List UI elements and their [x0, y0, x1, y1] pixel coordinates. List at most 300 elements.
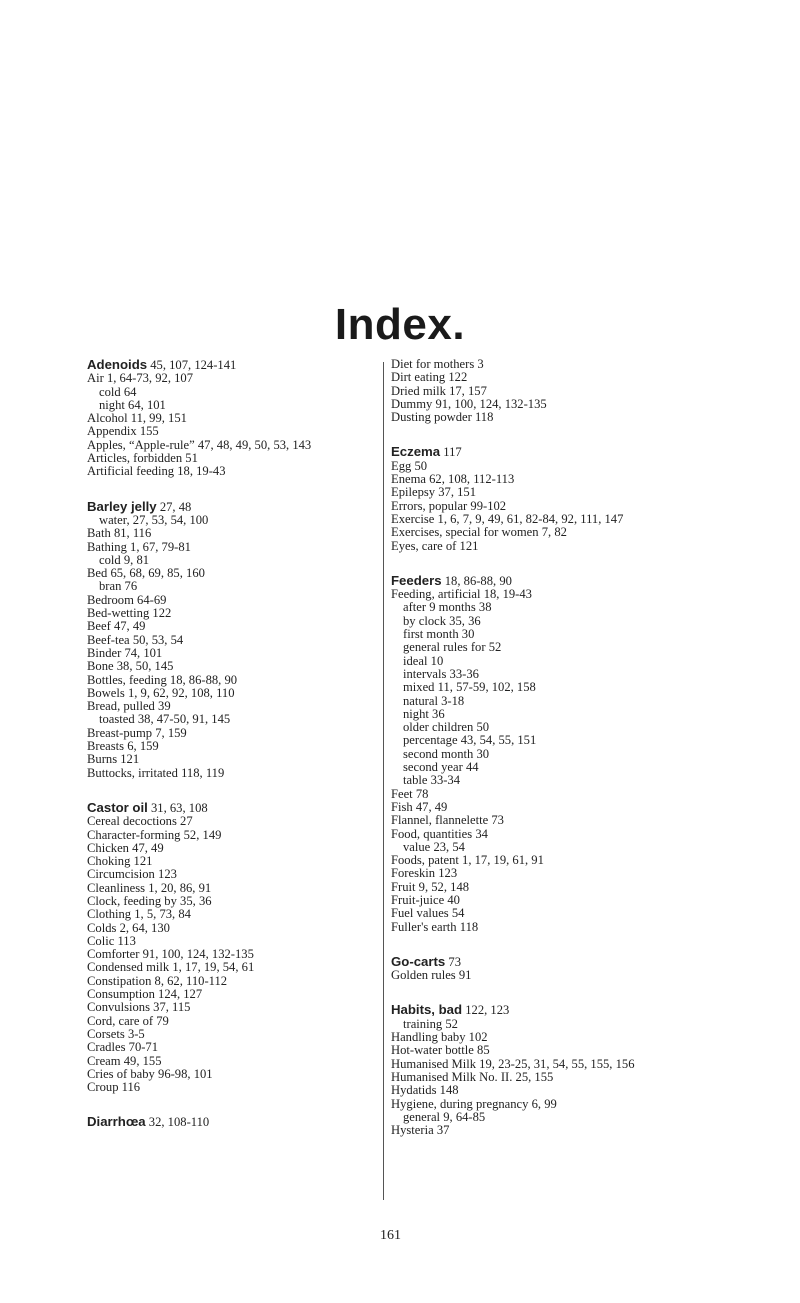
index-entry	[87, 1001, 377, 1014]
index-section	[391, 955, 791, 983]
entry-term: Go-carts	[391, 953, 446, 969]
entry-pages: 1, 67, 79-81	[130, 539, 191, 554]
entry-pages: 47, 49	[132, 840, 164, 855]
entry-term: Enema	[391, 472, 426, 487]
entry-term: Fuller's earth	[391, 919, 457, 934]
entry-term: Humanised Milk	[391, 1056, 477, 1071]
entry-pages: 52	[488, 640, 502, 655]
index-entry	[87, 594, 377, 607]
entry-term: Hysteria	[391, 1123, 434, 1138]
entry-pages: 40	[447, 892, 460, 907]
index-subentry	[391, 628, 791, 641]
entry-pages: 122	[448, 370, 468, 385]
entry-term: Exercises, special for women	[391, 525, 539, 540]
entry-pages: 155	[139, 424, 159, 439]
index-entry	[391, 398, 791, 411]
index-entry	[87, 687, 377, 700]
index-entry	[391, 1031, 791, 1044]
entry-term: Dried milk	[391, 383, 446, 398]
entry-pages: 123	[158, 867, 177, 882]
index-entry	[87, 700, 377, 713]
entry-pages: 118, 119	[181, 765, 225, 780]
entry-pages: 11, 57-59, 102, 158	[437, 680, 536, 695]
entry-term: by clock	[403, 613, 447, 628]
index-entry	[87, 855, 377, 868]
entry-term: Breast-pump	[87, 725, 153, 740]
entry-pages: 35, 36	[180, 893, 212, 908]
index-entry	[87, 895, 377, 908]
entry-pages: 45, 107, 124-141	[150, 358, 237, 372]
index-entry	[87, 567, 377, 580]
entry-pages: 148	[439, 1083, 459, 1098]
entry-term: Errors, popular	[391, 498, 468, 513]
entry-term: Bottles, feeding	[87, 672, 167, 687]
entry-pages: 3	[477, 357, 484, 371]
index-subentry	[391, 841, 791, 854]
entry-term: Choking	[87, 854, 131, 869]
entry-term: Eczema	[391, 444, 441, 460]
entry-pages: 113	[117, 933, 136, 948]
entry-pages: 34	[475, 826, 488, 841]
entry-pages: 47, 49	[415, 799, 448, 814]
index-section	[87, 1115, 377, 1129]
index-entry	[87, 988, 377, 1001]
entry-term: Exercise	[391, 511, 435, 526]
index-entry	[87, 948, 377, 961]
entry-term: mixed	[403, 680, 435, 695]
entry-term: Apples, “Apple-rule”	[87, 437, 195, 452]
entry-pages: 18, 19-43	[177, 464, 226, 479]
index-section	[391, 574, 791, 934]
index-entry	[87, 1115, 377, 1129]
entry-term: Diarrhœa	[87, 1114, 146, 1130]
entry-pages: 54	[451, 906, 465, 921]
entry-term: Fruit	[391, 879, 416, 894]
entry-pages: 99-102	[470, 498, 507, 513]
entry-pages: 74, 101	[124, 645, 163, 660]
entry-term: value	[403, 839, 431, 854]
entry-pages: 9, 52, 148	[418, 879, 470, 894]
page-number: 161	[380, 1228, 401, 1243]
entry-pages: 19, 23-25, 31, 54, 55, 155, 156	[479, 1056, 635, 1071]
index-entry	[391, 500, 791, 513]
index-entry	[391, 1058, 791, 1071]
entry-term: Bowels	[87, 685, 125, 700]
entry-term: Cleanliness	[87, 880, 146, 895]
entry-term: Clothing	[87, 907, 132, 922]
entry-term: Appendix	[87, 424, 137, 439]
entry-pages: 9, 64-85	[443, 1109, 486, 1124]
entry-pages: 117	[443, 445, 462, 460]
entry-pages: 49, 155	[123, 1053, 162, 1068]
entry-term: Dusting powder	[391, 410, 472, 425]
entry-pages: 64-69	[137, 592, 167, 607]
entry-term: second year	[403, 760, 463, 775]
index-entry	[87, 500, 377, 514]
entry-pages: 44	[465, 760, 479, 775]
index-entry	[391, 801, 791, 814]
entry-pages: 9, 81	[123, 552, 150, 567]
entry-pages: 6, 159	[127, 739, 159, 754]
entry-pages: 70-71	[128, 1040, 159, 1055]
entry-term: Golden rules	[391, 968, 456, 983]
entry-term: Cord, care of	[87, 1013, 154, 1028]
entry-term: natural	[403, 693, 438, 708]
entry-pages: 7, 159	[155, 725, 187, 740]
entry-pages: 39	[158, 699, 171, 714]
index-entry	[87, 527, 377, 540]
index-subentry	[391, 774, 791, 787]
entry-pages: 73	[491, 813, 504, 828]
entry-pages: 37, 115	[153, 1000, 191, 1015]
entry-term: bran	[99, 579, 122, 594]
entry-term: Humanised Milk No. II.	[391, 1069, 513, 1084]
entry-pages: 36	[432, 706, 445, 721]
index-entry	[87, 815, 377, 828]
entry-term: Bed-wetting	[87, 606, 150, 621]
entry-term: night	[403, 706, 429, 721]
index-entry	[87, 607, 377, 620]
entry-pages: 64, 101	[128, 397, 166, 412]
index-entry	[87, 740, 377, 753]
entry-term: Cream	[87, 1053, 121, 1068]
index-entry	[391, 526, 791, 539]
index-entry	[87, 727, 377, 740]
entry-pages: 85	[477, 1043, 490, 1058]
index-entry	[391, 385, 791, 398]
entry-term: Feeders	[391, 572, 442, 588]
entry-term: Constipation	[87, 973, 152, 988]
entry-pages: 121	[133, 854, 153, 869]
index-entry	[87, 1068, 377, 1081]
entry-pages: 18, 86-88, 90	[444, 573, 512, 588]
entry-pages: 17, 157	[449, 383, 487, 398]
entry-pages: 118	[474, 410, 494, 425]
index-subentry	[87, 386, 377, 399]
entry-pages: 1, 20, 86, 91	[148, 880, 212, 895]
entry-term: Bathing	[87, 539, 127, 554]
entry-term: toasted	[99, 712, 135, 727]
entry-term: Hot-water bottle	[391, 1043, 474, 1058]
entry-pages: 27, 48	[159, 499, 192, 514]
index-entry	[391, 881, 791, 894]
entry-term: cold	[99, 552, 121, 567]
index-entry	[87, 372, 377, 385]
index-entry	[391, 788, 791, 801]
entry-term: Beef	[87, 619, 111, 634]
index-subentry	[87, 580, 377, 593]
index-subentry	[391, 734, 791, 747]
index-entry	[87, 439, 377, 452]
index-subentry	[391, 1018, 791, 1031]
entry-pages: 76	[124, 579, 138, 594]
entry-term: Bone	[87, 659, 114, 674]
entry-term: Alcohol	[87, 411, 128, 426]
entry-pages: 3-5	[127, 1026, 145, 1041]
entry-term: Habits, bad	[391, 1002, 463, 1018]
entry-term: training	[403, 1016, 443, 1031]
entry-term: general	[403, 1109, 441, 1124]
entry-term: second month	[403, 746, 474, 761]
entry-pages: 47, 48, 49, 50, 53, 143	[197, 437, 312, 452]
index-entry	[87, 634, 377, 647]
entry-pages: 122	[152, 606, 172, 621]
entry-pages: 118	[459, 919, 479, 934]
entry-pages: 37	[436, 1123, 450, 1138]
entry-term: Convulsions	[87, 1000, 150, 1015]
entry-pages: 52, 149	[183, 827, 222, 842]
entry-term: Colic	[87, 933, 115, 948]
index-entry	[391, 1044, 791, 1057]
entry-pages: 27	[180, 814, 193, 829]
index-subentry	[391, 761, 791, 774]
entry-pages: 50	[414, 458, 428, 473]
entry-term: Foods, patent	[391, 853, 459, 868]
entry-pages: 124, 127	[158, 987, 203, 1002]
index-subentry	[391, 655, 791, 668]
entry-term: Buttocks, irritated	[87, 765, 178, 780]
index-entry	[87, 425, 377, 438]
entry-pages: 123	[438, 866, 458, 881]
entry-pages: 91	[458, 968, 472, 983]
entry-pages: 91, 100, 124, 132-135	[142, 947, 254, 962]
entry-pages: 73	[448, 954, 461, 969]
entry-term: Fish	[391, 799, 413, 814]
entry-term: older children	[403, 720, 474, 735]
entry-pages: 31, 63, 108	[150, 800, 208, 815]
entry-pages: 38	[478, 600, 492, 615]
entry-pages: 47, 49	[113, 619, 146, 634]
entry-term: Corsets	[87, 1026, 125, 1041]
entry-term: Fuel values	[391, 906, 449, 921]
entry-pages: 35, 36	[449, 613, 481, 628]
index-column-left	[87, 358, 377, 1151]
entry-term: Comforter	[87, 947, 140, 962]
index-entry	[391, 411, 791, 424]
index-entry	[87, 660, 377, 673]
index-entry	[391, 358, 791, 371]
entry-pages: 65, 68, 69, 85, 160	[110, 566, 205, 581]
entry-pages: 81, 116	[113, 526, 152, 541]
index-entry	[391, 1071, 791, 1084]
entry-term: Handling baby	[391, 1030, 466, 1045]
index-entry	[87, 358, 377, 372]
entry-term: cold	[99, 384, 121, 399]
entry-term: Barley jelly	[87, 498, 157, 514]
entry-term: Hydatids	[391, 1083, 437, 1098]
entry-pages: 37, 151	[438, 485, 477, 500]
index-entry	[87, 1015, 377, 1028]
entry-term: Chicken	[87, 840, 129, 855]
index-section	[87, 358, 377, 479]
index-entry	[87, 1041, 377, 1054]
entry-term: Condensed milk	[87, 960, 170, 975]
entry-term: Epilepsy	[391, 485, 436, 500]
entry-term: Castor oil	[87, 799, 148, 815]
index-section	[87, 500, 377, 780]
index-entry	[391, 969, 791, 982]
index-entry	[87, 1028, 377, 1041]
entry-term: water,	[99, 512, 130, 527]
index-section	[391, 358, 791, 424]
entry-pages: 27, 53, 54, 100	[132, 512, 209, 527]
index-entry	[391, 921, 791, 934]
entry-pages: 51	[185, 451, 198, 466]
entry-pages: 3-18	[441, 693, 465, 708]
page-title: Index.	[334, 300, 466, 349]
index-subentry	[87, 554, 377, 567]
index-entry	[87, 868, 377, 881]
entry-pages: 1, 17, 19, 61, 91	[462, 853, 544, 868]
entry-term: Cradles	[87, 1040, 126, 1055]
entry-pages: 25, 155	[515, 1069, 554, 1084]
index-entry	[391, 955, 791, 969]
index-entry	[391, 1003, 791, 1017]
entry-pages: 33-34	[430, 773, 461, 788]
index-entry	[87, 935, 377, 948]
entry-term: intervals	[403, 666, 447, 681]
entry-pages: 52	[445, 1016, 458, 1031]
index-section	[391, 445, 791, 552]
entry-term: general rules for	[403, 640, 486, 655]
entry-pages: 1, 9, 62, 92, 108, 110	[127, 685, 235, 700]
entry-term: Bed	[87, 566, 108, 581]
index-entry	[391, 574, 791, 588]
entry-term: Eyes, care of	[391, 538, 457, 553]
index-entry	[391, 867, 791, 880]
entry-pages: 64	[123, 384, 137, 399]
index-section	[391, 1003, 791, 1137]
index-entry	[87, 753, 377, 766]
entry-pages: 1, 6, 7, 9, 49, 61, 82-84, 92, 111, 147	[437, 511, 624, 526]
entry-term: Character-forming	[87, 827, 181, 842]
entry-term: Egg	[391, 458, 412, 473]
entry-term: Beef-tea	[87, 632, 130, 647]
index-subentry	[87, 514, 377, 527]
entry-pages: 33-36	[449, 666, 479, 681]
entry-term: ideal	[403, 653, 428, 668]
entry-term: Food, quantities	[391, 826, 473, 841]
entry-pages: 10	[430, 653, 444, 668]
entry-pages: 43, 54, 55, 151	[460, 733, 537, 748]
entry-pages: 38, 50, 145	[116, 659, 174, 674]
index-subentry	[391, 601, 791, 614]
entry-pages: 91, 100, 124, 132-135	[435, 396, 547, 411]
entry-pages: 32, 108-110	[148, 1115, 210, 1130]
index-subentry	[391, 1111, 791, 1124]
entry-pages: 121	[459, 538, 479, 553]
entry-term: Circumcision	[87, 867, 155, 882]
index-section	[87, 801, 377, 1095]
index-entry	[391, 894, 791, 907]
index-entry	[391, 814, 791, 827]
entry-term: Adenoids	[87, 357, 148, 372]
entry-pages: 1, 5, 73, 84	[134, 907, 191, 922]
entry-term: Articles, forbidden	[87, 451, 183, 466]
index-entry	[391, 854, 791, 867]
entry-term: Flannel, flannelette	[391, 813, 489, 828]
index-subentry	[391, 748, 791, 761]
index-entry	[87, 1055, 377, 1068]
entry-pages: 30	[461, 627, 475, 642]
index-entry	[87, 452, 377, 465]
entry-pages: 18, 19-43	[483, 587, 532, 602]
entry-pages: 1, 17, 19, 54, 61	[172, 960, 255, 975]
index-entry	[87, 908, 377, 921]
index-entry	[87, 465, 377, 478]
index-entry	[391, 445, 791, 459]
index-entry	[87, 767, 377, 780]
index-entry	[391, 540, 791, 553]
entry-pages: 23, 54	[433, 839, 465, 854]
entry-term: Burns	[87, 752, 118, 767]
entry-pages: 2, 64, 130	[119, 920, 170, 935]
index-entry	[391, 588, 791, 601]
entry-term: Bedroom	[87, 592, 134, 607]
index-subentry	[391, 668, 791, 681]
index-subentry	[87, 713, 377, 726]
entry-pages: 79	[156, 1013, 169, 1028]
entry-term: Artificial feeding	[87, 464, 175, 479]
entry-pages: 78	[415, 786, 429, 801]
entry-pages: 50, 53, 54	[132, 632, 184, 647]
index-entry	[87, 674, 377, 687]
entry-pages: 62, 108, 112-113	[429, 472, 515, 487]
entry-pages: 102	[468, 1030, 488, 1045]
entry-pages: 38, 47-50, 91, 145	[137, 712, 231, 727]
entry-term: Diet for mothers	[391, 357, 475, 371]
entry-pages: 50	[476, 720, 490, 735]
index-subentry	[391, 708, 791, 721]
index-entry	[87, 412, 377, 425]
index-entry	[87, 975, 377, 988]
entry-pages: 96-98, 101	[158, 1066, 213, 1081]
index-subentry	[391, 615, 791, 628]
entry-term: Consumption	[87, 987, 155, 1002]
entry-pages: 18, 86-88, 90	[169, 672, 238, 687]
entry-term: Croup	[87, 1080, 119, 1095]
entry-pages: 8, 62, 110-112	[154, 973, 228, 988]
index-entry	[391, 828, 791, 841]
entry-pages: 30	[476, 746, 490, 761]
entry-term: Bread, pulled	[87, 699, 155, 714]
index-entry	[87, 882, 377, 895]
entry-term: Foreskin	[391, 866, 436, 881]
entry-term: Hygiene, during pregnancy	[391, 1096, 529, 1111]
entry-term: Feeding, artificial	[391, 587, 481, 602]
entry-pages: 1, 64-73, 92, 107	[106, 371, 194, 386]
entry-term: Clock, feeding by	[87, 893, 177, 908]
index-entry	[87, 829, 377, 842]
index-entry	[391, 1124, 791, 1137]
index-entry	[87, 801, 377, 815]
index-subentry	[87, 399, 377, 412]
entry-term: Colds	[87, 920, 117, 935]
entry-term: after 9 months	[403, 600, 476, 615]
entry-term: Binder	[87, 645, 122, 660]
index-entry	[87, 842, 377, 855]
entry-term: Bath	[87, 526, 111, 541]
index-entry	[87, 922, 377, 935]
index-entry	[391, 473, 791, 486]
entry-pages: 116	[121, 1080, 141, 1095]
entry-pages: 121	[120, 752, 140, 767]
entry-term: Cereal decoctions	[87, 814, 177, 829]
entry-term: table	[403, 773, 428, 788]
entry-pages: 122, 123	[465, 1003, 510, 1018]
index-entry	[87, 1081, 377, 1094]
entry-pages: 6, 99	[531, 1096, 557, 1111]
